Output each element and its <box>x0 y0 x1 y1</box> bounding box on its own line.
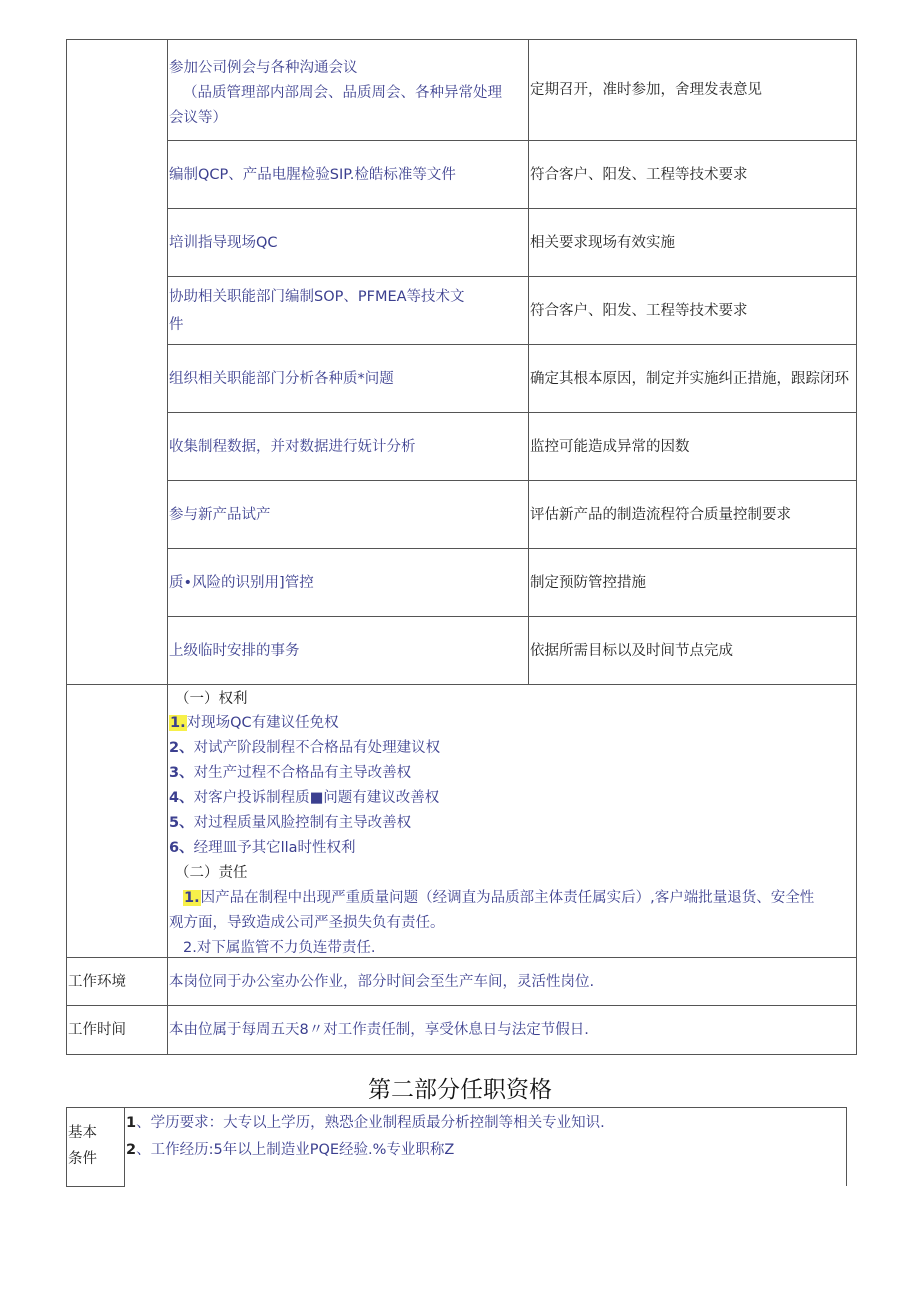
duty-task: 上级临时安排的事务 <box>168 617 529 685</box>
rights-item-text: 对试产阶段制程不合格品有处理建议权 <box>193 740 441 756</box>
duty-standard: 确定其根本原因，制定并实施纠正措施，跟踪闭环 <box>529 345 857 413</box>
rights-item-number: 6、 <box>169 840 194 856</box>
responsibility-item <box>169 886 856 911</box>
duty-row <box>67 277 857 345</box>
duty-standard: 定期召开，准时参加，舍理发表意见 <box>529 40 857 141</box>
duty-task <box>168 277 529 345</box>
rights-responsibility-content <box>169 685 856 957</box>
duty-task: 质•风险的识别用]管控 <box>168 549 529 617</box>
requirements-label-line: 基本 <box>68 1125 97 1141</box>
duty-row <box>67 549 857 617</box>
rights-responsibility-row <box>67 685 857 958</box>
duty-row <box>67 40 857 141</box>
responsibility-heading: （二）责任 <box>175 865 248 881</box>
rights-item-text: 对生产过程不合格品有主导改善权 <box>193 765 412 781</box>
duty-task-line: 协助相关职能部门编制SOP、PFMEA等技术文 <box>169 288 465 305</box>
environment-label: 工作环境 <box>67 958 168 1006</box>
rights-item-text: 对过程质量风脸控制有主导改善权 <box>193 815 412 831</box>
responsibility-item-continued: 观方面，导致造成公司严圣损失负有责任。 <box>169 915 445 931</box>
experience-text: 、工作经历:5年以上制造业PQE经验.%专业职称Z <box>136 1142 455 1158</box>
rights-item <box>169 736 856 761</box>
rights-item-number: 2、 <box>169 740 194 756</box>
rights-category-cell <box>67 685 168 958</box>
rights-responsibility-cell <box>168 685 857 958</box>
work-time-label: 工作时间 <box>67 1006 168 1055</box>
rights-item <box>169 836 856 861</box>
duty-task-line: 件 <box>169 316 184 333</box>
duty-category-cell <box>67 40 168 685</box>
experience-number: 2 <box>126 1142 137 1158</box>
requirements-label <box>67 1108 125 1187</box>
duty-standard: 依据所需目标以及时间节点完成 <box>529 617 857 685</box>
duty-task-line: （品质管理部内部周会、品质周会、各种异常处理 <box>183 85 502 101</box>
duty-task: 收集制程数据，并对数据进行妩计分析 <box>168 413 529 481</box>
responsibility-item-text: 因产品在制程中出现严重质量问题（经调直为品质部主体责任属实后）,客户端批量退货、安全性 <box>200 890 815 906</box>
section-title: 第二部分任职资格 <box>368 1077 552 1103</box>
requirements-row <box>67 1108 847 1187</box>
environment-row <box>67 958 857 1006</box>
duty-standard: 符合客户、阳发、工程等技术要求 <box>529 141 857 209</box>
rights-item <box>169 811 856 836</box>
duty-standard: 监控可能造成异常的因数 <box>529 413 857 481</box>
responsibility-item: 2.对下属监管不力负连带责任. <box>183 940 376 956</box>
rights-item <box>169 786 856 811</box>
rights-item-number: 4、 <box>169 790 194 806</box>
duty-standard: 符合客户、阳发、工程等技术要求 <box>529 277 857 345</box>
duty-standard: 相关要求现场有效实施 <box>529 209 857 277</box>
education-number: 1 <box>126 1115 137 1131</box>
rights-item-text: 对现场QC有建议任免权 <box>186 715 339 731</box>
work-time-row <box>67 1006 857 1055</box>
rights-item <box>169 761 856 786</box>
duty-row <box>67 141 857 209</box>
duty-row <box>67 209 857 277</box>
requirements-body <box>125 1108 847 1187</box>
duty-row <box>67 345 857 413</box>
duty-standard: 评估新产品的制造流程符合质量控制要求 <box>529 481 857 549</box>
education-text: 、学历要求：大专以上学历，熟恐企业制程质最分析控制等相关专业知识. <box>136 1115 605 1131</box>
duty-row <box>67 413 857 481</box>
rights-item-number: 3、 <box>169 765 194 781</box>
education-requirement <box>126 1110 846 1137</box>
environment-value: 本岗位同于办公室办公作业，部分时间会至生产车间，灵活性岗位. <box>168 958 857 1006</box>
duty-row <box>67 481 857 549</box>
experience-requirement <box>126 1137 846 1164</box>
duty-row <box>67 617 857 685</box>
duty-task: 参与新产品试产 <box>168 481 529 549</box>
duty-task: 培训指导现场QC <box>168 209 529 277</box>
duties-table <box>66 39 857 1055</box>
duty-task-line: 参加公司例会与各种沟通会议 <box>169 60 358 76</box>
requirements-table <box>66 1107 847 1187</box>
rights-item-text: 对客户投诉制程质■问题有建议改善权 <box>193 790 440 806</box>
duty-task: 编制QCP、产品电腥检验SIP.检皓标准等文件 <box>168 141 529 209</box>
duty-task <box>168 40 529 141</box>
responsibility-item-number: 1. <box>184 890 200 906</box>
rights-item-number: 5、 <box>169 815 194 831</box>
rights-heading: （一）权利 <box>175 691 248 707</box>
rights-item-number: 1. <box>170 715 186 731</box>
work-time-value: 本由位属于每周五天8〃对工作责任制，享受休息日与法定节假日. <box>168 1006 857 1055</box>
requirements-label-line: 条件 <box>68 1151 97 1167</box>
duty-standard: 制定预防管控措施 <box>529 549 857 617</box>
rights-item <box>169 711 856 736</box>
duty-task: 组织相关职能部门分析各种质*问题 <box>168 345 529 413</box>
duty-task-line: 会议等） <box>169 110 227 126</box>
rights-item-text: 经理皿予其它lla时性权利 <box>193 840 356 856</box>
